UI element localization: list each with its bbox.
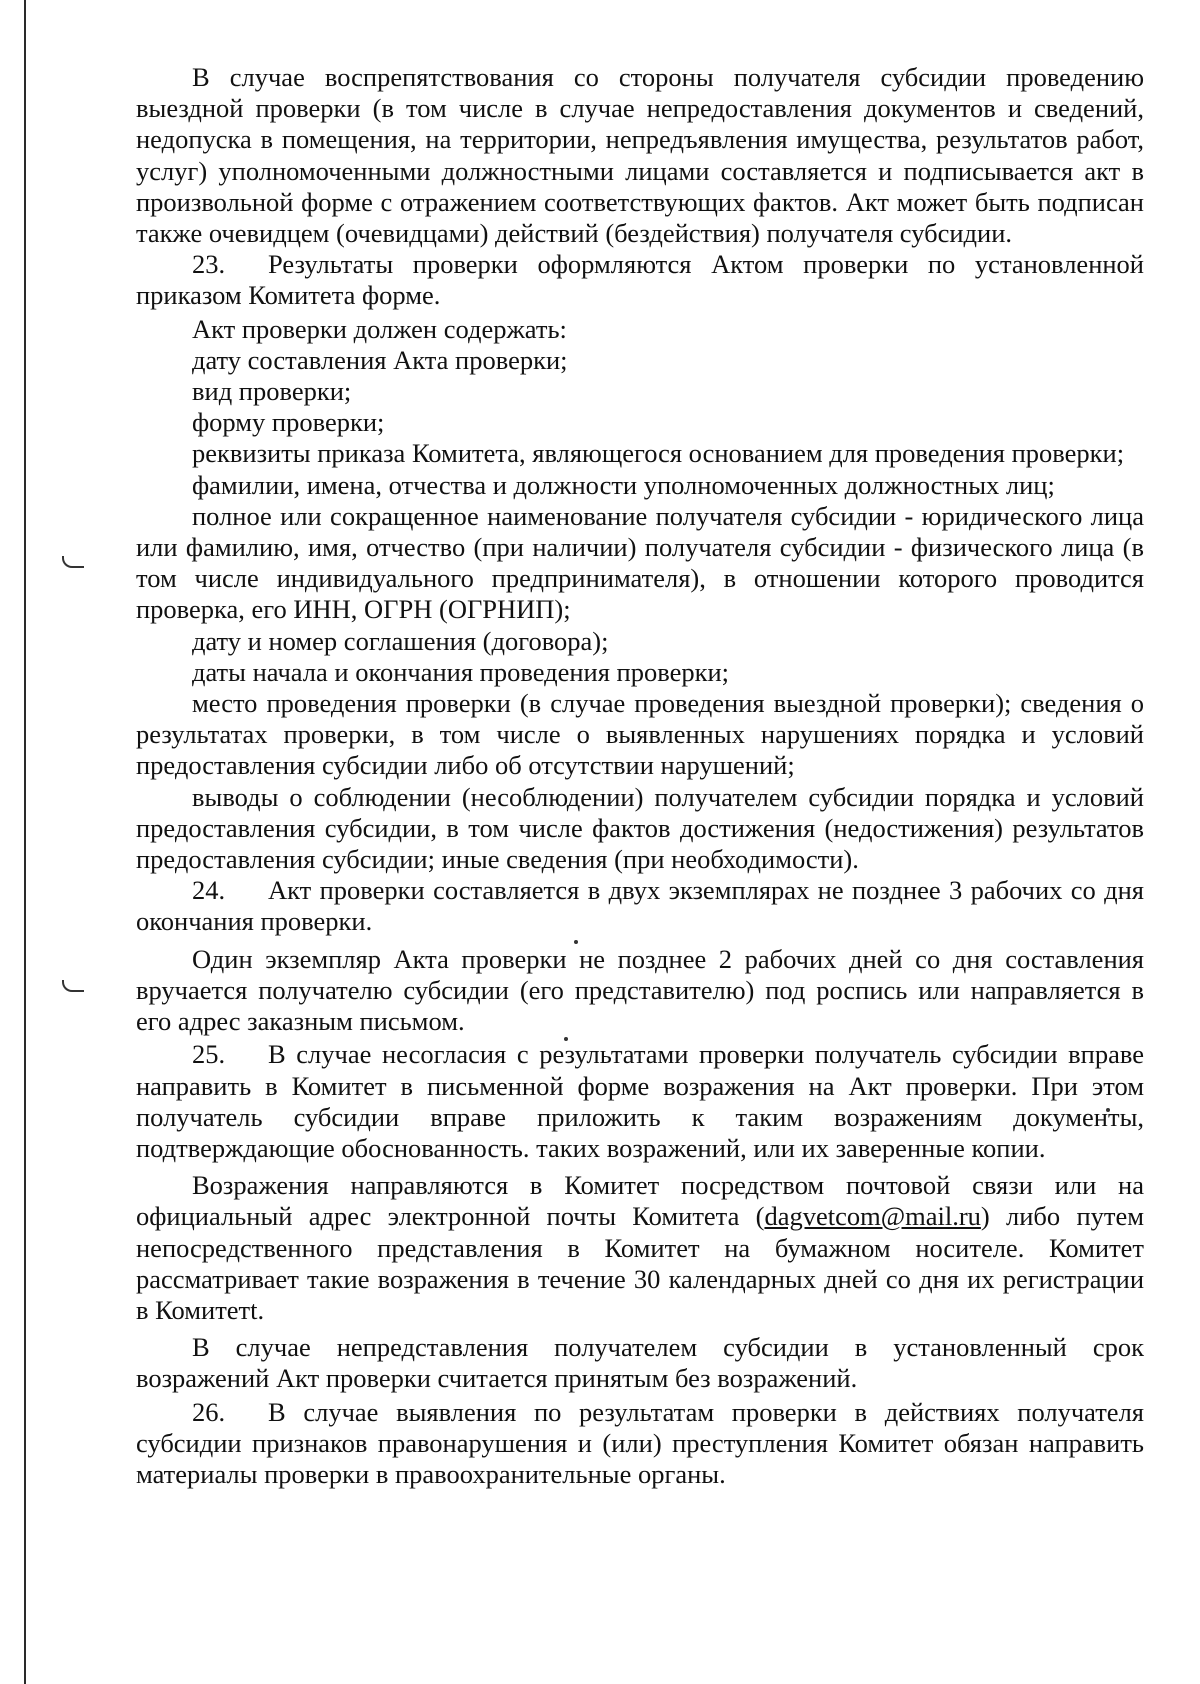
email-link[interactable]: dagvetcom@mail.ru [764, 1201, 981, 1232]
item-23-text: Результаты проверки оформляются Актом проверки по установленной приказом Комитета форме. [136, 249, 1144, 311]
item-25-number: 25. [192, 1039, 226, 1070]
act-contents-intro: Акт проверки должен содержать: [192, 313, 567, 344]
act-contents-item: вид проверки; [192, 376, 352, 407]
act-contents-item: фамилии, имена, отчества и должности уполномоченных должностных лиц; [192, 469, 1055, 500]
act-contents-item: полное или сокращенное наименование получателя субсидии - юридического лица или фамилию, имя, отчество (при наличии) получателя субсидии - физического лица (в том числе индивидуального предпринимателя), в отношении которого проводится проверка, его ИНН, ОГРН (ОГРНИП); [136, 500, 1144, 625]
document-page [136, 62, 1144, 1490]
item-24 [136, 875, 1144, 937]
item-26 [136, 1397, 1144, 1491]
paragraph-obstruction: В случае воспрепятствования со стороны получателя субсидии проведению выездной проверки (в том числе в случае непредоставления документов и сведений, недопуска в помещения, на территории, непредъявления имущества, результатов работ, услуг) уполномоченными должностными лицами составляется и подписывается акт в произвольной форме с отражением соответствующих фактов. Акт может быть подписан также очевидцем (очевидцами) действий (бездействия) получателя субсидии. [136, 62, 1144, 249]
item-23 [136, 249, 1144, 311]
scan-artifact-mark [62, 556, 84, 568]
item-23-number: 23. [192, 249, 226, 280]
act-contents-item: форму проверки; [192, 407, 385, 438]
item-24-paragraph-2: Один экземпляр Акта проверки не позднее 2 рабочих дней со дня составления вручается получателю субсидии (его представителю) под роспись или направляется в его адрес заказным письмом. [136, 943, 1144, 1037]
objections-text-start: Возражения направляются в Комитет посредством почтовой связи или на официальный адрес электронной почты Комитета ( [136, 1170, 1144, 1232]
item-25-text: В случае несогласия с результатами проверки получатель субсидии вправе направить в Комитет в письменной форме возражения на Акт проверки. При этом получатель субсидии вправе приложить к таким возражениям документы, подтверждающие обоснованность. таких возражений, или их заверенные копии. [136, 1039, 1144, 1163]
item-24-text: Акт проверки составляется в двух экземплярах не позднее 3 рабочих со дня окончания проверки. [136, 875, 1144, 937]
act-contents-item: дату и номер соглашения (договора); [192, 625, 609, 656]
item-25-paragraph-2 [136, 1170, 1144, 1326]
scan-edge-line [24, 0, 26, 1684]
act-contents-item: выводы о соблюдении (несоблюдении) получателем субсидии порядка и условий предоставления субсидии, в том числе фактов достижения (недостижения) результатов предоставления субсидии; иные сведения (при необходимости). [136, 781, 1144, 875]
item-26-number: 26. [192, 1396, 226, 1427]
act-contents-item: дату составления Акта проверки; [192, 344, 568, 375]
act-contents-item: даты начала и окончания проведения проверки; [192, 656, 730, 687]
scan-artifact-mark [62, 980, 84, 992]
item-25-paragraph-3: В случае непредставления получателем субсидии в установленный срок возражений Акт проверки считается принятым без возражений. [136, 1332, 1144, 1394]
item-25 [136, 1039, 1144, 1164]
act-contents-item: место проведения проверки (в случае проведения выездной проверки); сведения о результатах проверки, в том числе о выявленных нарушениях порядка и условий предоставления субсидии либо об отсутствии нарушений; [136, 688, 1144, 781]
act-contents-item: реквизиты приказа Комитета, являющегося основанием для проведения проверки; [192, 438, 1125, 469]
objections-text-end: ) либо путем непосредственного представления в Комитет на бумажном носителе. Комитет рассматривает такие возражения в течение 30 календарных дней со дня их регистрации в Комитетt. [136, 1201, 1144, 1325]
item-26-text: В случае выявления по результатам проверки в действиях получателя субсидии признаков правонарушения и (или) преступления Комитет обязан направить материалы проверки в правоохранительные органы. [136, 1396, 1144, 1489]
item-24-number: 24. [192, 875, 226, 906]
